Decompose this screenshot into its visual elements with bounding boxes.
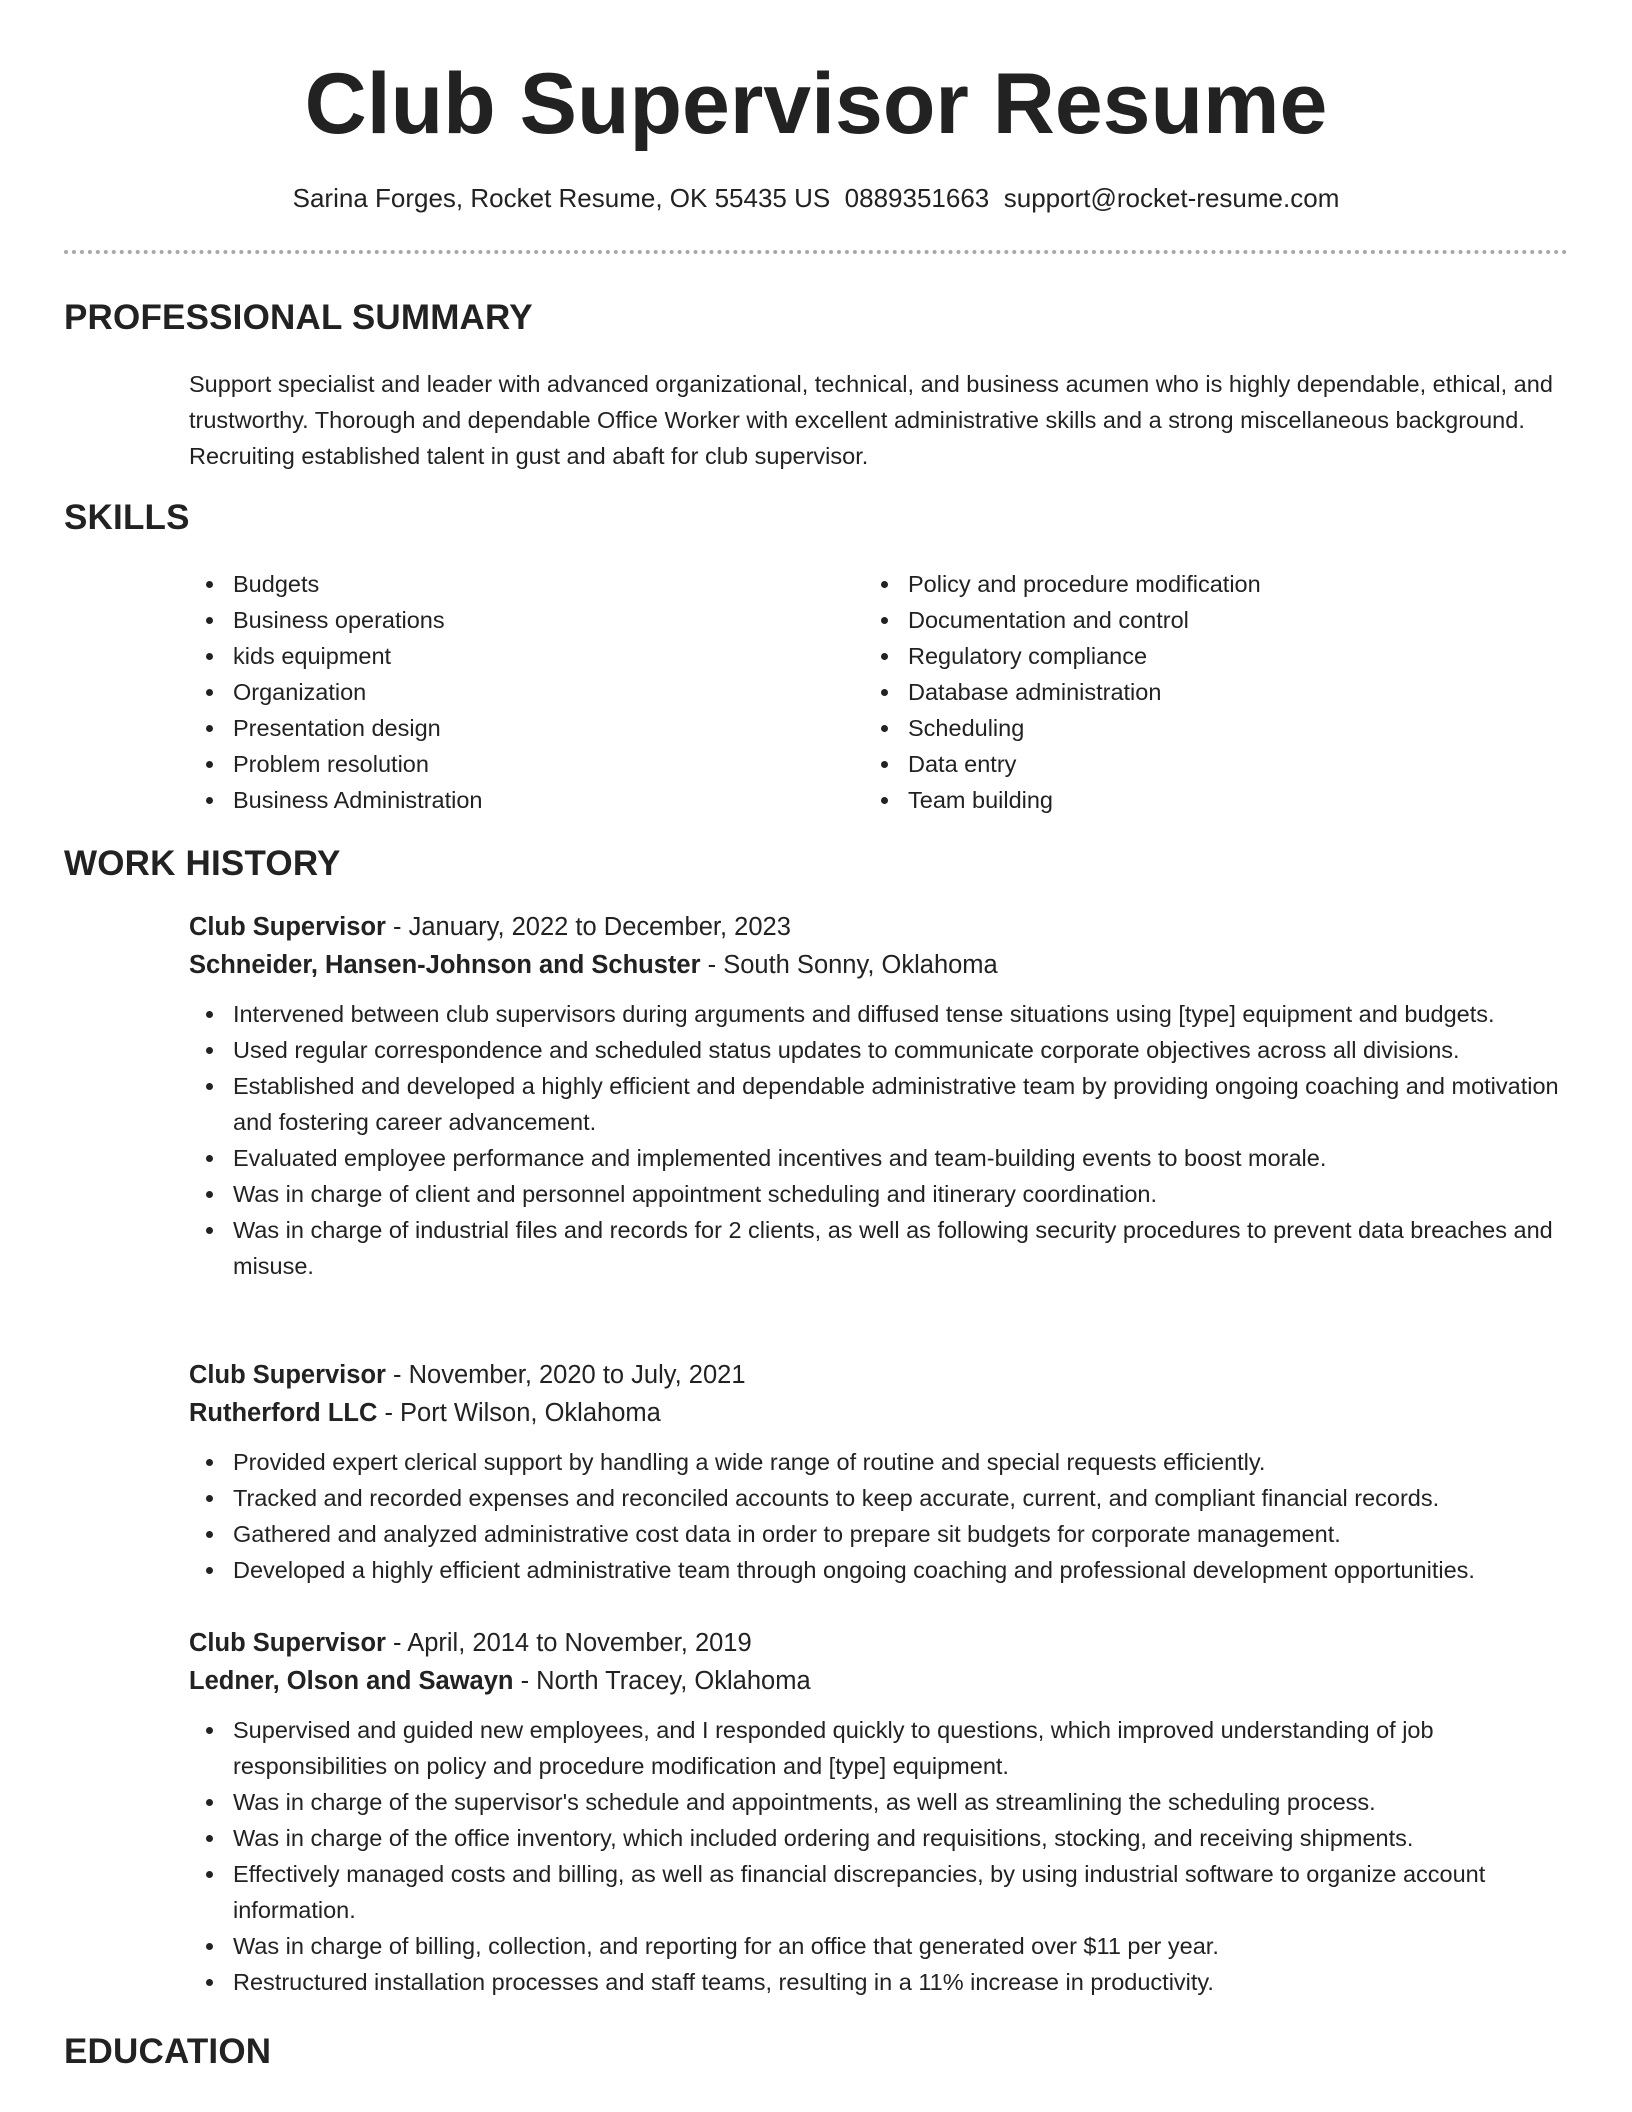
job-bullet: Established and developed a highly efficient and dependable administrative team by providing ongoing coaching and motivation and fostering career advancement. xyxy=(189,1068,1574,1140)
job-bullet: Gathered and analyzed administrative cost data in order to prepare sit budgets for corporate management. xyxy=(189,1516,1574,1552)
job-location: - South Sonny, Oklahoma xyxy=(700,951,998,979)
skill-item: Presentation design xyxy=(189,710,482,746)
job-company-line xyxy=(189,1662,1574,1700)
job-title-line xyxy=(189,1356,1574,1394)
job-company-line xyxy=(189,946,1574,984)
job-entry xyxy=(189,1356,1574,1588)
skills-list-left xyxy=(189,566,482,818)
job-bullet: Was in charge of industrial files and records for 2 clients, as well as following security procedures to prevent data breaches and misuse. xyxy=(189,1212,1574,1284)
job-bullets xyxy=(189,996,1574,1284)
skill-item: Data entry xyxy=(864,746,1261,782)
skill-item: Documentation and control xyxy=(864,602,1261,638)
header-divider xyxy=(64,250,1568,254)
job-bullet: Intervened between club supervisors during arguments and diffused tense situations using [type] equipment and budgets. xyxy=(189,996,1574,1032)
skill-item: Business Administration xyxy=(189,782,482,818)
work-history-heading: WORK HISTORY xyxy=(64,844,341,883)
skill-item: Database administration xyxy=(864,674,1261,710)
skill-item: Team building xyxy=(864,782,1261,818)
job-company: Rutherford LLC xyxy=(189,1399,378,1427)
skill-item: Organization xyxy=(189,674,482,710)
skill-item: Scheduling xyxy=(864,710,1261,746)
job-bullet: Supervised and guided new employees, and I responded quickly to questions, which improved understanding of job responsibilities on policy and procedure modification and [type] equipment. xyxy=(189,1712,1574,1784)
summary-heading: PROFESSIONAL SUMMARY xyxy=(64,298,533,337)
skill-item: Problem resolution xyxy=(189,746,482,782)
job-title: Club Supervisor xyxy=(189,1629,386,1657)
job-bullet: Evaluated employee performance and implemented incentives and team-building events to boost morale. xyxy=(189,1140,1574,1176)
job-bullet: Was in charge of client and personnel appointment scheduling and itinerary coordination. xyxy=(189,1176,1574,1212)
skill-item: Budgets xyxy=(189,566,482,602)
contact-phone: 0889351663 xyxy=(844,183,990,213)
job-bullet: Restructured installation processes and staff teams, resulting in a 11% increase in productivity. xyxy=(189,1964,1574,2000)
job-bullet: Developed a highly efficient administrative team through ongoing coaching and professional development opportunities. xyxy=(189,1552,1574,1588)
job-bullets xyxy=(189,1444,1574,1588)
job-company-line xyxy=(189,1394,1574,1432)
job-bullet: Tracked and recorded expenses and reconciled accounts to keep accurate, current, and compliant financial records. xyxy=(189,1480,1574,1516)
job-bullet: Effectively managed costs and billing, as well as financial discrepancies, by using industrial software to organize account information. xyxy=(189,1856,1574,1928)
skills-heading: SKILLS xyxy=(64,498,190,537)
job-location: - North Tracey, Oklahoma xyxy=(513,1667,811,1695)
job-company: Schneider, Hansen-Johnson and Schuster xyxy=(189,951,701,979)
job-title: Club Supervisor xyxy=(189,913,386,941)
job-entry xyxy=(189,908,1574,1284)
contact-line xyxy=(0,180,1632,216)
job-company: Ledner, Olson and Sawayn xyxy=(189,1667,514,1695)
job-title-line xyxy=(189,1624,1574,1662)
job-bullet: Was in charge of the office inventory, which included ordering and requisitions, stocking, and receiving shipments. xyxy=(189,1820,1574,1856)
contact-email: support@rocket-resume.com xyxy=(1003,183,1340,213)
skills-list-right xyxy=(864,566,1261,818)
job-bullet: Provided expert clerical support by handling a wide range of routine and special requests efficiently. xyxy=(189,1444,1574,1480)
skill-item: kids equipment xyxy=(189,638,482,674)
job-location: - Port Wilson, Oklahoma xyxy=(377,1399,661,1427)
job-dates: - November, 2020 to July, 2021 xyxy=(385,1361,746,1389)
education-heading: EDUCATION xyxy=(64,2032,272,2071)
skill-item: Business operations xyxy=(189,602,482,638)
job-title-line xyxy=(189,908,1574,946)
job-bullet: Was in charge of the supervisor's schedule and appointments, as well as streamlining the scheduling process. xyxy=(189,1784,1574,1820)
job-bullet: Was in charge of billing, collection, and reporting for an office that generated over $11 per year. xyxy=(189,1928,1574,1964)
skill-item: Policy and procedure modification xyxy=(864,566,1261,602)
job-dates: - January, 2022 to December, 2023 xyxy=(385,913,791,941)
job-entry xyxy=(189,1624,1574,2000)
job-bullets xyxy=(189,1712,1574,2000)
job-title: Club Supervisor xyxy=(189,1361,386,1389)
job-dates: - April, 2014 to November, 2019 xyxy=(385,1629,752,1657)
skill-item: Regulatory compliance xyxy=(864,638,1261,674)
page-title: Club Supervisor Resume xyxy=(304,56,1328,152)
contact-address: Sarina Forges, Rocket Resume, OK 55435 US xyxy=(292,183,831,213)
summary-text: Support specialist and leader with advanced organizational, technical, and business acumen who is highly dependable, ethical, and trustworthy. Thorough and dependable Office Worker with excellent administrative skills and a strong miscellaneous background. Recruiting established talent in gust and abaft for club supervisor. xyxy=(189,371,1553,469)
job-bullet: Used regular correspondence and scheduled status updates to communicate corporate objectives across all divisions. xyxy=(189,1032,1574,1068)
